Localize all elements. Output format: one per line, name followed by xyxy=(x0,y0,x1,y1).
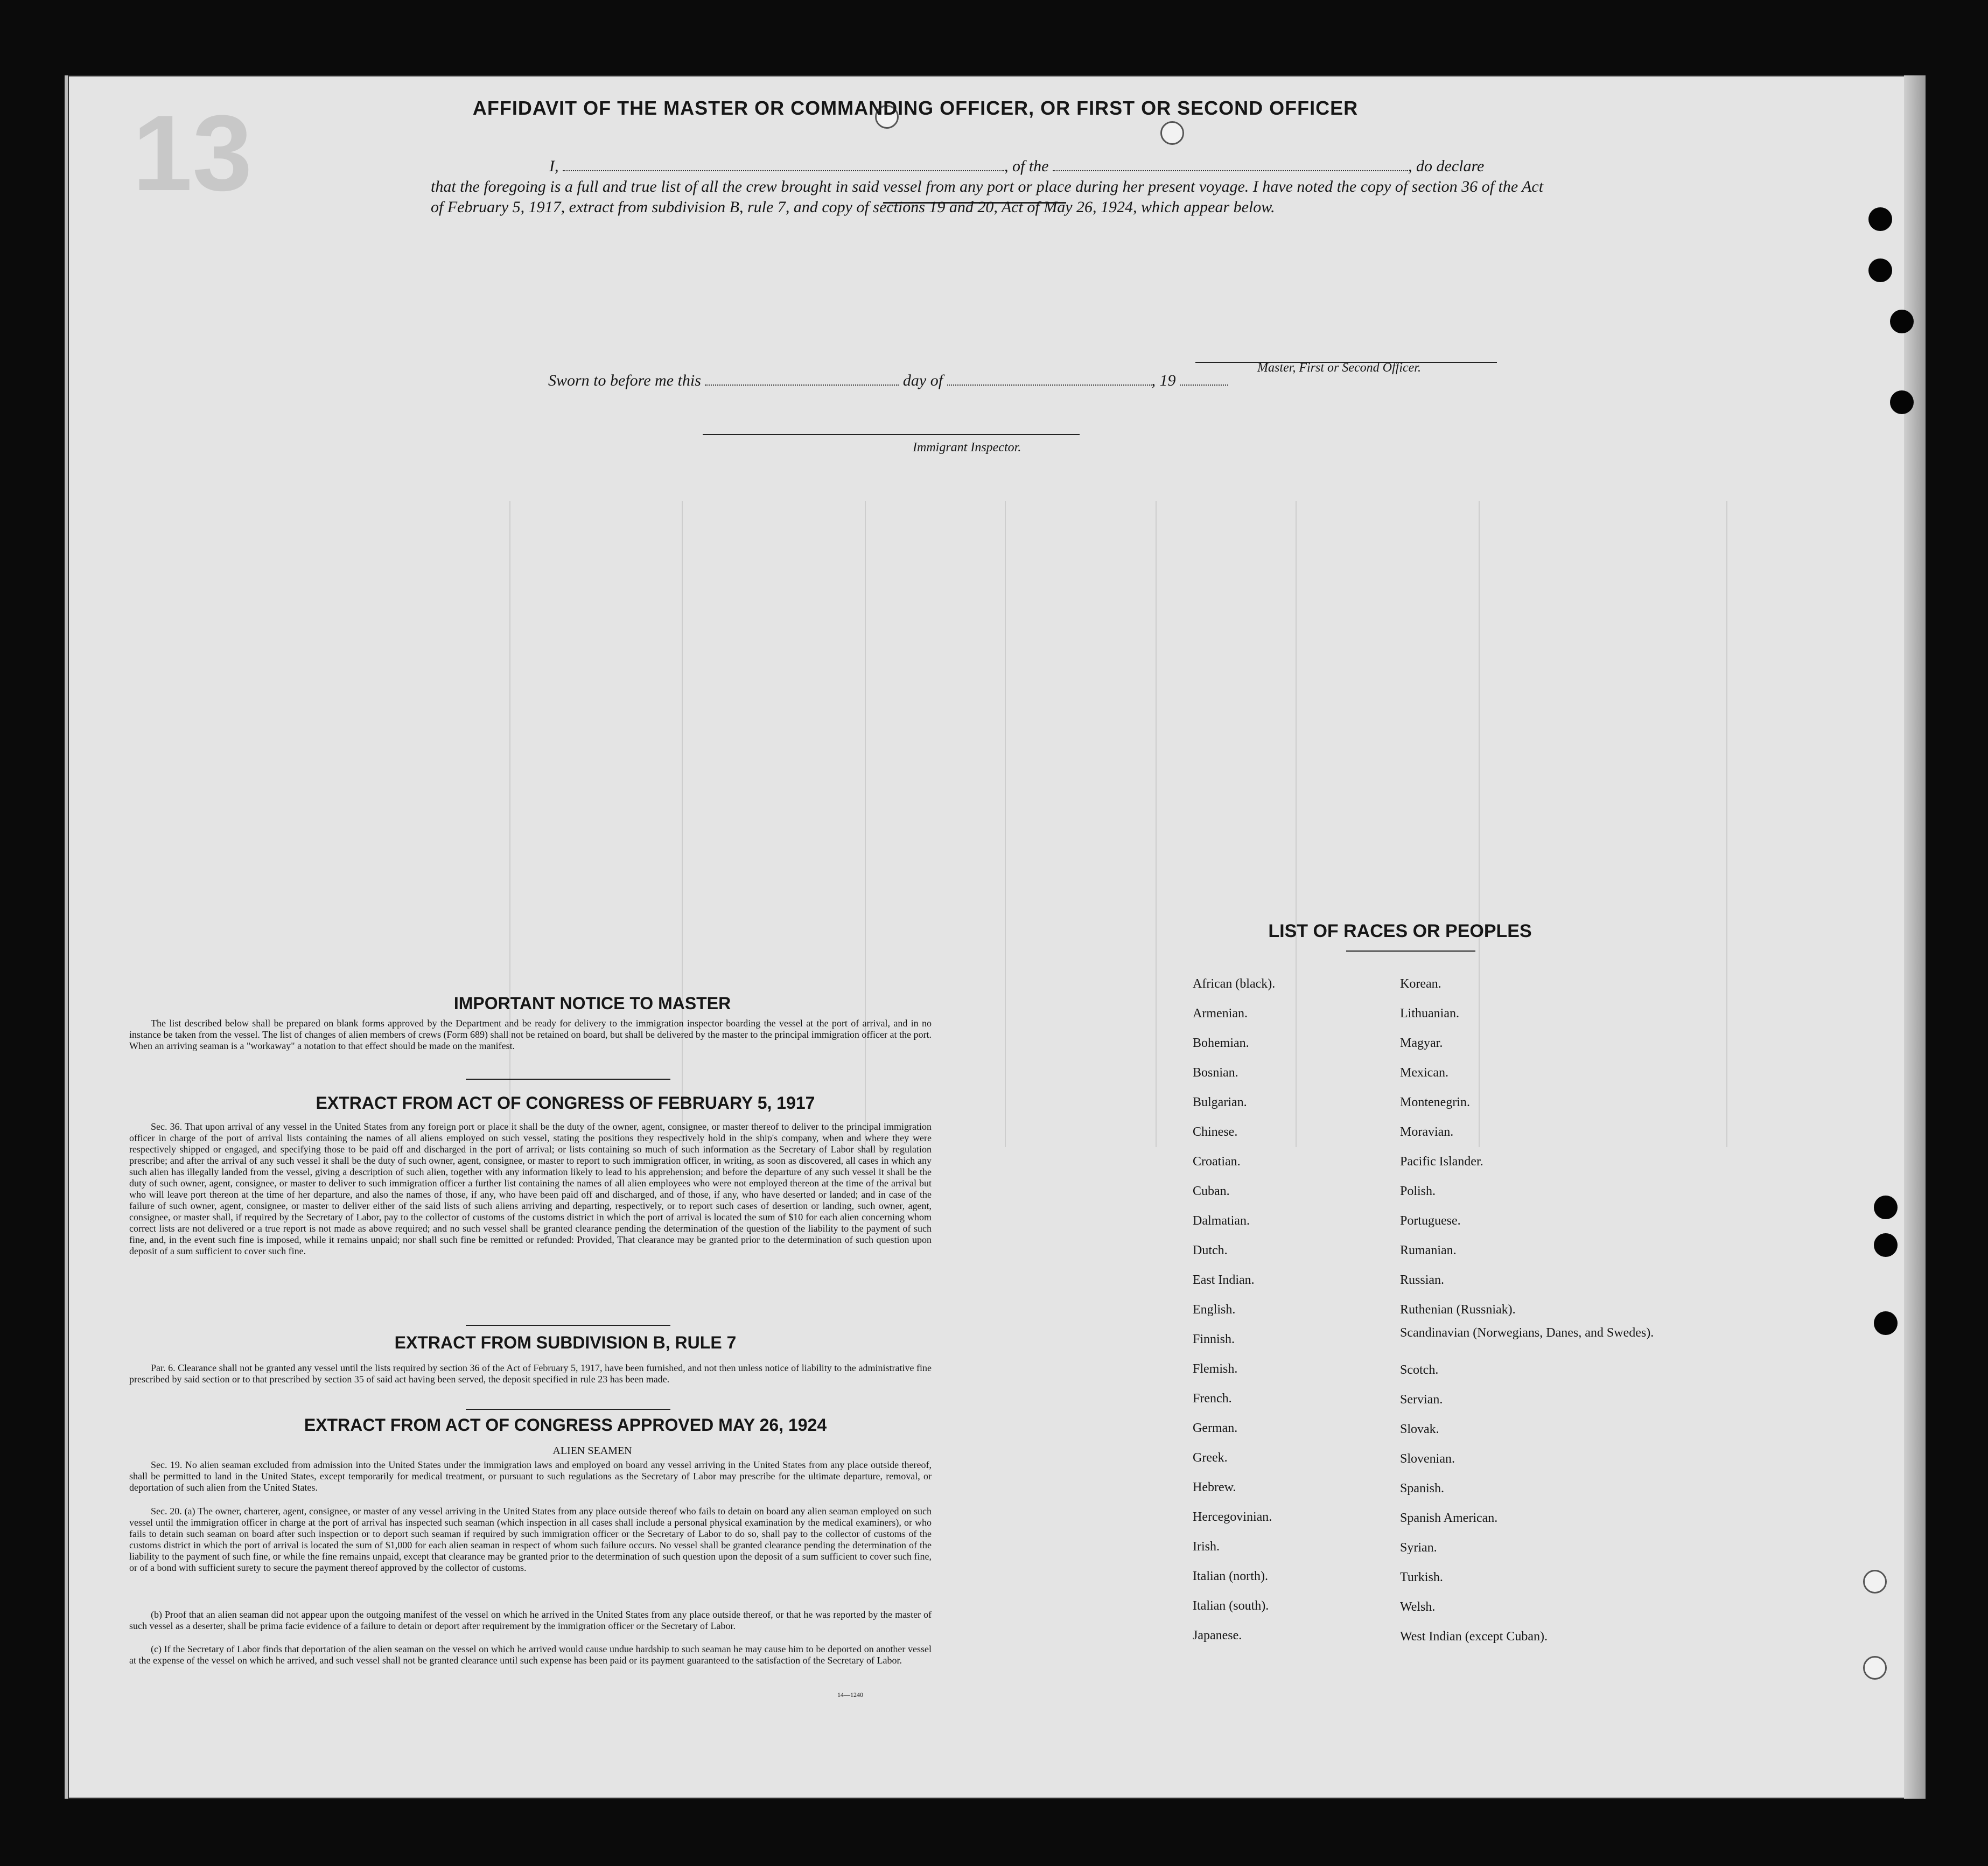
extract-rule7-title: EXTRACT FROM SUBDIVISION B, RULE 7 xyxy=(394,1333,737,1352)
extract-1917-divider xyxy=(466,1325,670,1326)
extract-1924-sec20c: (c) If the Secretary of Labor finds that deportation of the alien seaman on the vessel on which he arrived would cause undue hardship to such seaman he may cause him to be deported on another vessel at the expense of the vessel on which he arrived, and such vessel shall not be granted clearance until such expense has been paid or its payment guaranteed to the satisfaction of the Secretary of Labor. xyxy=(129,1644,932,1666)
race-item: Dalmatian. xyxy=(1193,1214,1250,1228)
race-item: Spanish American. xyxy=(1400,1511,1498,1525)
race-item: Scandinavian (Norwegians, Danes, and Swedes). xyxy=(1400,1326,1654,1340)
binding-hole xyxy=(1868,207,1892,231)
races-title: LIST OF RACES OR PEOPLES xyxy=(1268,921,1532,941)
races-right-column xyxy=(1400,969,1680,1652)
of-the-label: , of the xyxy=(1004,157,1049,175)
extract-1924-sec20a: Sec. 20. (a) The owner, charterer, agent, consignee, or master of any vessel arriving in the United States from any place outside thereof who fails to detain on board any alien seaman employed on such vessel until the immigration officer in charge at the port of arrival has inspected such seaman (which inspection in all cases shall include a personal physical examination by the medical examiners), or who fails to detain such seaman on board after such inspection or to deport such seaman if required by such immigration officer or the Secretary of Labor to do so, shall pay to the collector of customs of the customs district in which the port of arrival is located the sum of $1,000 for each alien seaman in respect of whom such failure occurs. No vessel shall be granted clearance pending the determination of the liability to the payment of such fine, or while the fine remains unpaid, except that clearance may be granted prior to the determination of such question upon the deposit of a sum sufficient to cover such fine, or of a bond with sufficient surety to secure the payment thereof approved by the collector of customs. xyxy=(129,1506,932,1573)
race-item: Montenegrin. xyxy=(1400,1095,1470,1109)
day-of-label: day of xyxy=(902,372,943,389)
race-item: Dutch. xyxy=(1193,1243,1228,1257)
sworn-month-field[interactable] xyxy=(947,373,1152,386)
race-item: Mexican. xyxy=(1400,1066,1448,1080)
extract-rule7-divider xyxy=(466,1409,670,1410)
race-item: West Indian (except Cuban). xyxy=(1400,1630,1548,1644)
race-item: Bohemian. xyxy=(1193,1036,1249,1050)
race-item: East Indian. xyxy=(1193,1273,1255,1287)
race-item: Turkish. xyxy=(1400,1570,1443,1584)
race-item: Italian (south). xyxy=(1193,1599,1269,1613)
page-number-stamp: 13 xyxy=(132,93,253,213)
race-item: African (black). xyxy=(1193,977,1276,991)
form-number: 14—1240 xyxy=(837,1691,863,1699)
extract-1924-sec19: Sec. 19. No alien seaman excluded from admission into the United States under the immigration laws and employed on board any vessel arriving in the United States from any place outside thereof, shall be permitted to land in the United States, except temporarily for medical treatment, or pursuant to such regulations as the Secretary of Labor may prescribe for the ultimate departure, removal, or deportation of such alien from the United States. xyxy=(129,1459,932,1493)
race-item: Korean. xyxy=(1400,977,1441,991)
race-item: Moravian. xyxy=(1400,1125,1454,1139)
year-prefix: , 19 xyxy=(1151,372,1176,389)
sworn-prefix: Sworn to before me this xyxy=(548,372,701,389)
sworn-day-field[interactable] xyxy=(705,373,899,386)
binding-hole xyxy=(1874,1311,1898,1335)
race-item: Italian (north). xyxy=(1193,1569,1268,1583)
race-item: Cuban. xyxy=(1193,1184,1230,1198)
declaration-text: that the foregoing is a full and true list of all the crew brought in said vessel from any port or place during her present voyage. I have noted the copy of section 36 of the Act of February 5, 1917, extract from subdivision B, rule 7, and copy of sections 19 and 20, Act of May 26, 1924, which appear below. xyxy=(431,178,1544,216)
page-edge xyxy=(1904,75,1926,1799)
race-item: Hercegovinian. xyxy=(1193,1510,1272,1524)
notice-divider xyxy=(466,1079,670,1080)
race-item: Chinese. xyxy=(1193,1125,1238,1139)
inspector-label: Immigrant Inspector. xyxy=(913,441,1021,455)
affidavit-title: AFFIDAVIT OF THE MASTER OR COMMANDING OFFICER, OR FIRST OR SECOND OFFICER xyxy=(472,97,1359,119)
race-item: Pacific Islander. xyxy=(1400,1155,1483,1169)
race-item: Rumanian. xyxy=(1400,1243,1457,1257)
races-divider xyxy=(1346,951,1475,952)
race-item: Flemish. xyxy=(1193,1362,1238,1376)
sworn-line xyxy=(548,372,1228,390)
race-item: Syrian. xyxy=(1400,1541,1437,1555)
notice-text: The list described below shall be prepared on blank forms approved by the Department and be ready for delivery to the immigration inspector boarding the vessel at the port of arrival, and in no instance be taken from the vessel. The list of changes of alien members of crews (Form 689) shall not be retained on board, but shall be delivered by the master to the principal immigration officer at the port. When an arriving seaman is a "workaway" a notation to that effect should be made on the manifest. xyxy=(129,1018,932,1051)
race-item: French. xyxy=(1193,1392,1232,1406)
race-item: Bulgarian. xyxy=(1193,1095,1247,1109)
binding-hole xyxy=(1890,390,1914,414)
do-declare-label: , do declare xyxy=(1408,157,1485,175)
race-item: Slovak. xyxy=(1400,1422,1439,1436)
race-item: Irish. xyxy=(1193,1540,1220,1554)
table-line xyxy=(1156,501,1157,1147)
extract-1924-subtitle: ALIEN SEAMEN xyxy=(552,1445,632,1457)
race-item: Scotch. xyxy=(1400,1363,1439,1377)
extract-rule7-text: Par. 6. Clearance shall not be granted any vessel until the lists required by section 36 of the Act of February 5, 1917, have been furnished, and not then unless notice of liability to the administrative fine prescribed by said section or to that prescribed by section 35 of said act having been served, the deposit specified in rule 23 has been made. xyxy=(129,1362,932,1385)
race-item: Magyar. xyxy=(1400,1036,1443,1050)
binding-hole xyxy=(1890,310,1914,333)
race-item: Lithuanian. xyxy=(1400,1007,1459,1021)
race-item: Polish. xyxy=(1400,1184,1436,1198)
race-item: Servian. xyxy=(1400,1393,1443,1407)
extract-1924-title: EXTRACT FROM ACT OF CONGRESS APPROVED MAY 26, 1924 xyxy=(304,1415,827,1435)
race-item: Welsh. xyxy=(1400,1600,1436,1614)
table-line xyxy=(1726,501,1727,1147)
race-item: Portuguese. xyxy=(1400,1214,1461,1228)
binding-hole xyxy=(1868,258,1892,282)
notice-title: IMPORTANT NOTICE TO MASTER xyxy=(453,994,731,1013)
punch-ring xyxy=(1863,1570,1887,1594)
master-signature-label: Master, First or Second Officer. xyxy=(1257,361,1421,375)
race-item: Russian. xyxy=(1400,1273,1445,1287)
race-item: Bosnian. xyxy=(1193,1066,1238,1080)
race-item: Armenian. xyxy=(1193,1007,1248,1021)
punch-ring xyxy=(1160,121,1184,145)
race-item: Ruthenian (Russniak). xyxy=(1400,1303,1516,1317)
sworn-year-field[interactable] xyxy=(1180,373,1228,386)
race-item: Croatian. xyxy=(1193,1155,1241,1169)
master-name-field[interactable] xyxy=(563,158,1004,171)
race-item: Hebrew. xyxy=(1193,1480,1236,1494)
binding-hole xyxy=(1874,1233,1898,1257)
i-prefix: I, xyxy=(549,157,559,175)
binding-hole xyxy=(1874,1196,1898,1219)
race-item: Finnish. xyxy=(1193,1332,1235,1346)
punch-ring xyxy=(1863,1656,1887,1680)
race-item: Spanish. xyxy=(1400,1481,1445,1495)
table-line xyxy=(1005,501,1006,1147)
race-item: English. xyxy=(1193,1303,1236,1317)
race-item: Greek. xyxy=(1193,1451,1228,1465)
vessel-name-field[interactable] xyxy=(1053,158,1408,171)
inspector-signature-line[interactable] xyxy=(703,434,1080,435)
race-item: Japanese. xyxy=(1193,1629,1242,1643)
race-item: German. xyxy=(1193,1421,1238,1435)
extract-1917-title: EXTRACT FROM ACT OF CONGRESS OF FEBRUARY 5, 1917 xyxy=(316,1093,815,1113)
extract-1924-sec20b: (b) Proof that an alien seaman did not appear upon the outgoing manifest of the vessel on which he arrived in the United States from any place outside thereof, or that he was reported by the master of such vessel as a deserter, shall be prima facie evidence of a failure to detain or deport after requirement by the immigration officer or the Secretary of Labor. xyxy=(129,1609,932,1631)
affidavit-declaration xyxy=(431,156,1551,218)
race-item: Slovenian. xyxy=(1400,1452,1455,1466)
extract-1917-text: Sec. 36. That upon arrival of any vessel in the United States from any foreign port or place it shall be the duty of the owner, agent, consignee, or master thereof to deliver to the principal immigration officer in charge of the port of arrival lists containing the names of all aliens employed on such vessel, stating the positions they respectively hold in the ship's company, when and where they were respectively shipped or engaged, and specifying those to be paid off and discharged in the port of arrival; or lists containing so much of such information as the Secretary of Labor shall by regulation prescribe; and after the arrival of any such vessel it shall be the duty of such owner, agent, consignee, or master to report to such immigration officer, in writing, as soon as discovered, all cases in which any such alien has illegally landed from the vessel, giving a description of such alien, together with any information likely to lead to his apprehension; and before the departure of any such vessel it shall be the duty of such owner, agent, consignee, or master to deliver to such immigration officer a further list containing the names of all alien employees who were not employed thereon at the time of the arrival but who will leave port thereon at the time of her departure, and also the names of those, if any, who have been paid off and discharged, and of those, if any, who have deserted or landed; and in case of the failure of such owner, agent, consignee, or master to deliver either of the said lists of such aliens arriving and departing, respectively, or to report such cases of desertion or landing, such owner, agent, consignee, or master shall, if required by the Secretary of Labor, pay to the collector of customs of the customs district in which the port of arrival is located the sum of $10 for each alien concerning whom correct lists are not delivered or a true report is not made as above required; and no such vessel shall be granted clearance pending the determination of the question of the liability to the payment of such fine, and, in the event such fine is imposed, while it remains unpaid; nor shall such fine be remitted or refunded: Provided, That clearance may be granted prior to the determination of such question upon deposit of a sum sufficient to cover such fine. xyxy=(129,1121,932,1256)
